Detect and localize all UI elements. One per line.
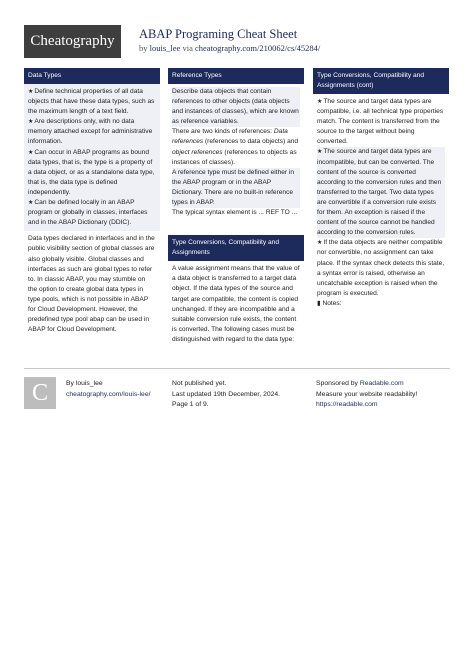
notes-line xyxy=(317,299,445,309)
column-reference-types xyxy=(168,68,304,348)
footer-divider xyxy=(24,368,450,369)
section-heading-type-conversions: Type Conversions, Compatibility and Assignments xyxy=(168,235,304,261)
footer-author xyxy=(66,379,151,400)
list-item: ★ Are descriptions only, with no data memory attached except for administrative information. xyxy=(28,117,156,147)
list-item: ★ Can occur in ABAP programs as bound data types, that is, the type is a property of a data object, or as a standalone data type, that is, the data type is defined independently. xyxy=(28,148,156,198)
sponsor-prefix: Sponsored by xyxy=(316,380,360,387)
text-span: There are two kinds of references: xyxy=(172,128,274,136)
sponsor-line xyxy=(316,379,417,390)
text-span: (references to objects as instances of classes). xyxy=(172,148,297,166)
column-type-conversions-cont xyxy=(313,68,449,312)
footer-logo[interactable]: C xyxy=(24,377,56,409)
footer-meta xyxy=(172,379,280,411)
by-prefix: by xyxy=(139,43,148,53)
text-span: Data references xyxy=(172,128,288,146)
list-item: ★ Define technical properties of all data objects that have these data types, such as the maximum length of a text field. xyxy=(28,87,156,117)
list-item: ★ Can be defined locally in an ABAP program or globally in classes, interfaces and in the ABAP Dictionary (DDIC). xyxy=(28,198,156,228)
published-status: Not published yet. xyxy=(172,380,227,387)
data-types-paragraph: Data types declared in interfaces and in the public visibility section of global classes are also globally visible. Global classes and interfaces as such are global types to refer to. In classic ABAP, you may stumble on the option to create global data types in type pools, which is not possible in ABAP for Cloud Development. However, the predefined type pool abap can be used in ABAP for Cloud Development. xyxy=(28,235,155,334)
sponsor-tagline: Measure your website readability! xyxy=(316,390,418,398)
notes-icon: ▮ xyxy=(317,299,321,307)
list-item: ★ The source and target data types are incompatible, but can be converted. The content of the source is converted according to the conversion rules and then transferred to the target. Two data types are convertible if a conversion rule exists for them. An exception is raised if the content of the source cannot be handled according to the conversion rules. xyxy=(317,147,445,238)
type-conversions-body: A value assignment means that the value of a data object is transferred to a target data object. If the data types of the source and target are compatible, the content is copied unchanged. If they are incompatible and a suitable conversion rule exists, the content is converted. The following cases must be distinguished with regard to the data type: xyxy=(172,265,300,343)
type-conversions-cont-list xyxy=(313,94,449,312)
page-number: Page 1 of 9. xyxy=(172,401,209,408)
notes-label: Notes: xyxy=(322,299,342,307)
byline xyxy=(139,43,320,53)
footer-sponsor xyxy=(316,379,417,411)
cheatography-logo[interactable]: Cheatography xyxy=(24,25,121,58)
column-data-types xyxy=(24,68,160,338)
sponsor-url-link[interactable]: https://readable.com xyxy=(316,401,378,408)
last-updated: Last updated 19th December, 2024. xyxy=(172,390,281,398)
footer-author-link[interactable]: cheatography.com/louis-lee/ xyxy=(66,390,151,398)
reference-paragraph xyxy=(172,127,300,167)
sheet-url-link[interactable]: cheatography.com/210062/cs/45284/ xyxy=(194,43,321,53)
reference-paragraph: A reference type must be defined either in the ABAP program or in the ABAP Dictionary. There are no built-in reference types in ABAP. xyxy=(172,168,300,208)
section-heading-reference-types: Reference Types xyxy=(168,68,304,84)
reference-paragraph: The typical syntax element is ... REF TO ... xyxy=(172,209,298,217)
via-text: via xyxy=(182,43,193,53)
data-types-list xyxy=(24,84,160,231)
reference-types-body xyxy=(168,84,304,221)
text-span: (references to data objects) and xyxy=(203,138,299,146)
footer-by-label: By louis_lee xyxy=(66,380,103,387)
reference-paragraph: Describe data objects that contain references to other objects (data objects and instances of classes), which are known as reference variables. xyxy=(172,87,300,127)
sponsor-link[interactable]: Readable.com xyxy=(359,380,404,387)
list-item: ★ If the data objects are neither compatible nor convertible, no assignment can take place. If the syntax check detects this state, a syntax error is raised, otherwise an uncatchable exception is raised when the program is executed. xyxy=(317,238,445,299)
section-heading-data-types: Data Types xyxy=(24,68,160,84)
author-link[interactable]: louis_lee xyxy=(149,43,181,53)
section-heading-type-conversions-cont: Type Conversions, Compatibility and Assignments (cont) xyxy=(313,68,449,94)
list-item: ★ The source and target data types are compatible, i.e. all technical type properties match. The content is transferred from the source to the target without being converted. xyxy=(317,97,445,147)
text-span: object references xyxy=(172,148,223,156)
page-title: ABAP Programing Cheat Sheet xyxy=(139,27,298,41)
